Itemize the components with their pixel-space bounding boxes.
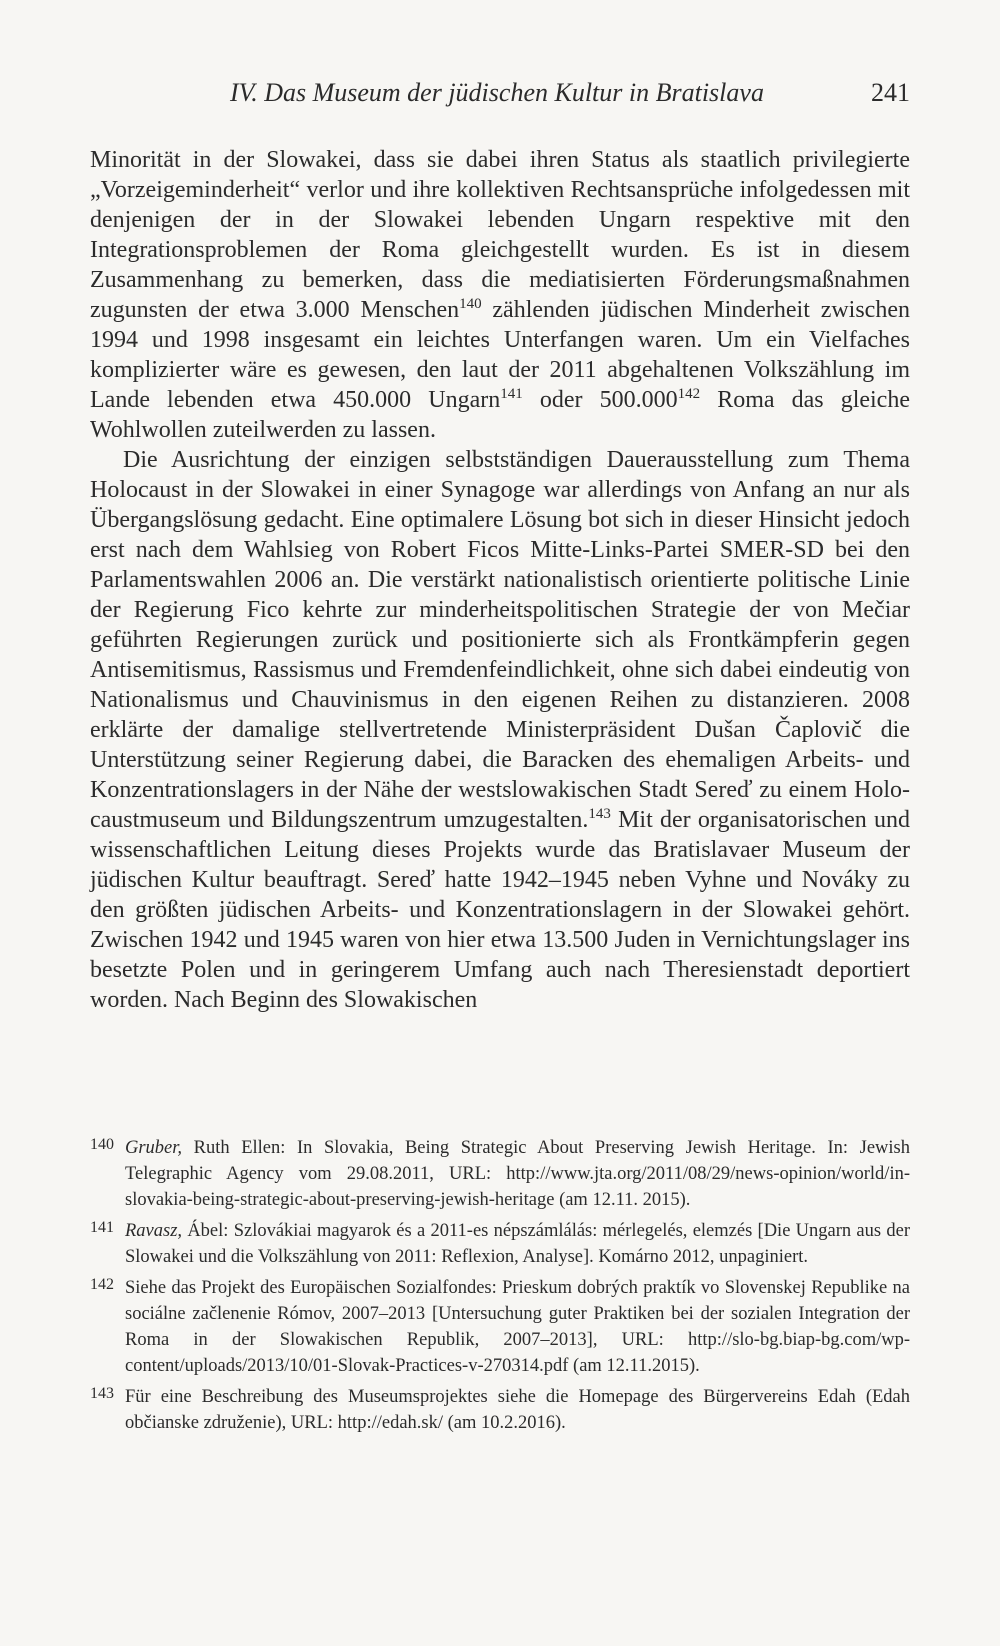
footnote-reference: 141 [500,386,523,402]
footnote-author: Gruber, [125,1138,183,1158]
footnote-text: Ruth Ellen: In Slovakia, Being Strategic About Preserving Jewish Heritage. In: Jewish Telegraphic Agency vom 29.08.2011, URL: http://www.jta.org/2011/08/29/news-opinion/world/in-slovakia-being-strategic-about-preserving-jewish-heritage (am 12.11. 2015). [125,1138,910,1210]
footnote-number: 140 [90,1136,114,1153]
footnotes [90,1135,910,1441]
paragraph [90,145,910,445]
text-run: oder 500.000 [522,387,678,413]
footnote-number: 143 [90,1385,114,1402]
footnote-author: Ravasz, [125,1221,183,1241]
text-run: Die Ausrichtung der einzigen selbstständigen Dauerausstellung zum Thema Holocaust in der Slowakei in einer Synagoge war allerdings von Anfang an nur als Übergangslösung gedacht. Eine optimalere Lösung bot sich in dieser Hinsicht jedoch erst nach dem Wahlsieg von Robert Ficos Mitte-Links-Partei SMER-SD bei den Parlamentswahlen 2006 an. Die verstärkt nationalistisch orientierte politische Linie der Regierung Fico kehrte zur minderheitspolitischen Strategie der von Mečiar geführten Regierungen zurück und positionierte sich als Frontkämpferin gegen Antisemitismus, Rassismus und Fremdenfeindlichkeit, ohne sich dabei eindeutig von Nationalismus und Chauvinismus in den eigenen Reihen zu distanzieren. 2008 erklärte der damalige stellvertretende Ministerpräsident Dušan Čaplovič die Unterstützung seiner Regierung dabei, die Baracken des ehemaligen Arbeits- und Konzentrationslagers in der Nähe der westslowakischen Stadt Sereď zu einem Holocaustmuseum und Bildungszentrum umzugestalten. [90,447,910,833]
footnote [90,1135,910,1213]
page-number: 241 [871,78,910,107]
footnote-text: Siehe das Projekt des Europäischen Sozialfondes: Prieskum dobrých praktík vo Slovenskej Republike na sociálne začlenenie Rómov, 2007–2013 [Untersuchung guter Praktiken bei der sozialen Integration der Roma in der Slowakischen Republik, 2007–2013], URL: http://slo-bg.biap-bg.com/wp-content/uploads/2013/10/01-Slovak-Practices-v-270314.pdf (am 12.11.2015). [125,1278,910,1376]
footnote-text: Für eine Beschreibung des Museumsprojektes siehe die Homepage des Bürgervereins Edah (Edah občianske združenie), URL: http://edah.sk/ (am 10.2.2016). [125,1387,910,1433]
footnote-text: Ábel: Szlovákiai magyarok és a 2011-es népszámlálás: mérlegelés, elemzés [Die Ungarn aus der Slowakei und die Volkszählung von 2011: Reflexion, Analyse]. Komárno 2012, unpaginiert. [125,1221,910,1267]
paragraph [90,445,910,1015]
footnote-reference: 143 [588,806,611,822]
footnote-number: 141 [90,1219,114,1236]
body-text [90,145,910,1015]
footnote [90,1384,910,1436]
text-run: zählenden jüdischen Minderheit zwischen 1994 und 1998 insgesamt ein leichtes Unterfangen waren. Um ein Vielfaches komplizierter wäre es gewesen, den laut der 2011 abgehaltenen Volkszählung im Lande lebenden etwa 450.000 Ungarn [90,297,910,413]
text-run: Minorität in der Slowakei, dass sie dabei ihren Status als staatlich privilegierte „Vorzeigeminderheit“ verlor und ihre kollektiven Rechtsansprüche infolgedessen mit denjenigen der in der Slowakei lebenden Ungarn respektive mit den Integrationsproblemen der Roma gleichgestellt wurden. Es ist in diesem Zusammenhang zu bemerken, dass die mediatisierten Förderungsmaßnahmen zugunsten der etwa 3.000 Menschen [90,147,910,323]
footnote-reference: 140 [459,296,482,312]
footnote [90,1218,910,1270]
footnote-reference: 142 [677,386,701,402]
text-run: Roma das gleiche Wohlwollen zuteilwerden zu lassen. [90,387,910,443]
chapter-title: IV. Das Museum der jüdischen Kultur in Bratislava [230,78,764,107]
footnote-number: 142 [90,1276,114,1293]
footnote [90,1275,910,1379]
running-head [90,78,910,114]
text-run: Mit der organisatorischen und wissenschaftlichen Leitung dieses Projekts wurde das Bratislavaer Museum der jüdischen Kultur beauftragt. Sereď hatte 1942–1945 neben Vyhne und Nováky zu den größten jüdischen Arbeits- und Konzentrationslagern in der Slowakei gehört. Zwischen 1942 und 1945 waren von hier etwa 13.500 Juden in Vernichtungslager ins besetzte Polen und in geringerem Umfang auch nach Theresienstadt deportiert worden. Nach Beginn des Slowakischen [90,807,910,1013]
